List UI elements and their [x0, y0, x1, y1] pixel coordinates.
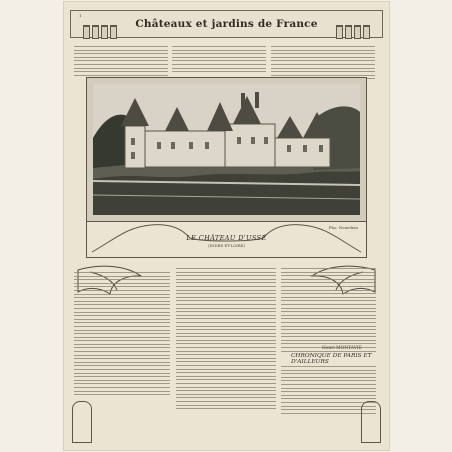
- left-header-ornament: [83, 25, 117, 39]
- photo-credit: Pho. Neurdein: [328, 225, 358, 230]
- right-footer-ornament: [361, 401, 381, 443]
- page-title: Châteaux et jardins de France: [135, 18, 318, 30]
- page-number: 1: [79, 13, 82, 18]
- chateau-photo-frame: [86, 77, 367, 230]
- photo-caption-title: LE CHÂTEAU D'USSÉ: [186, 234, 267, 242]
- top-middle-column: [172, 46, 266, 75]
- chronicle-heading: CHRONIQUE DE PARIS ET D'AILLEURS: [291, 353, 372, 365]
- lower-right-column: [281, 268, 376, 354]
- chateau-illustration: [93, 84, 360, 215]
- right-header-ornament: [336, 25, 370, 39]
- photo-caption-subtitle: (INDRE-ET-LOIRE): [208, 243, 245, 248]
- lower-middle-column: [176, 268, 276, 412]
- chateau-photo: [93, 84, 360, 215]
- lower-left-column: [74, 272, 170, 398]
- header-frame: [70, 10, 383, 38]
- magazine-page: [64, 2, 389, 450]
- top-left-column: [74, 46, 168, 78]
- photo-caption-frame: [86, 220, 367, 258]
- article-signature: Henri MONTAVIE: [322, 346, 362, 351]
- left-footer-ornament: [72, 401, 92, 443]
